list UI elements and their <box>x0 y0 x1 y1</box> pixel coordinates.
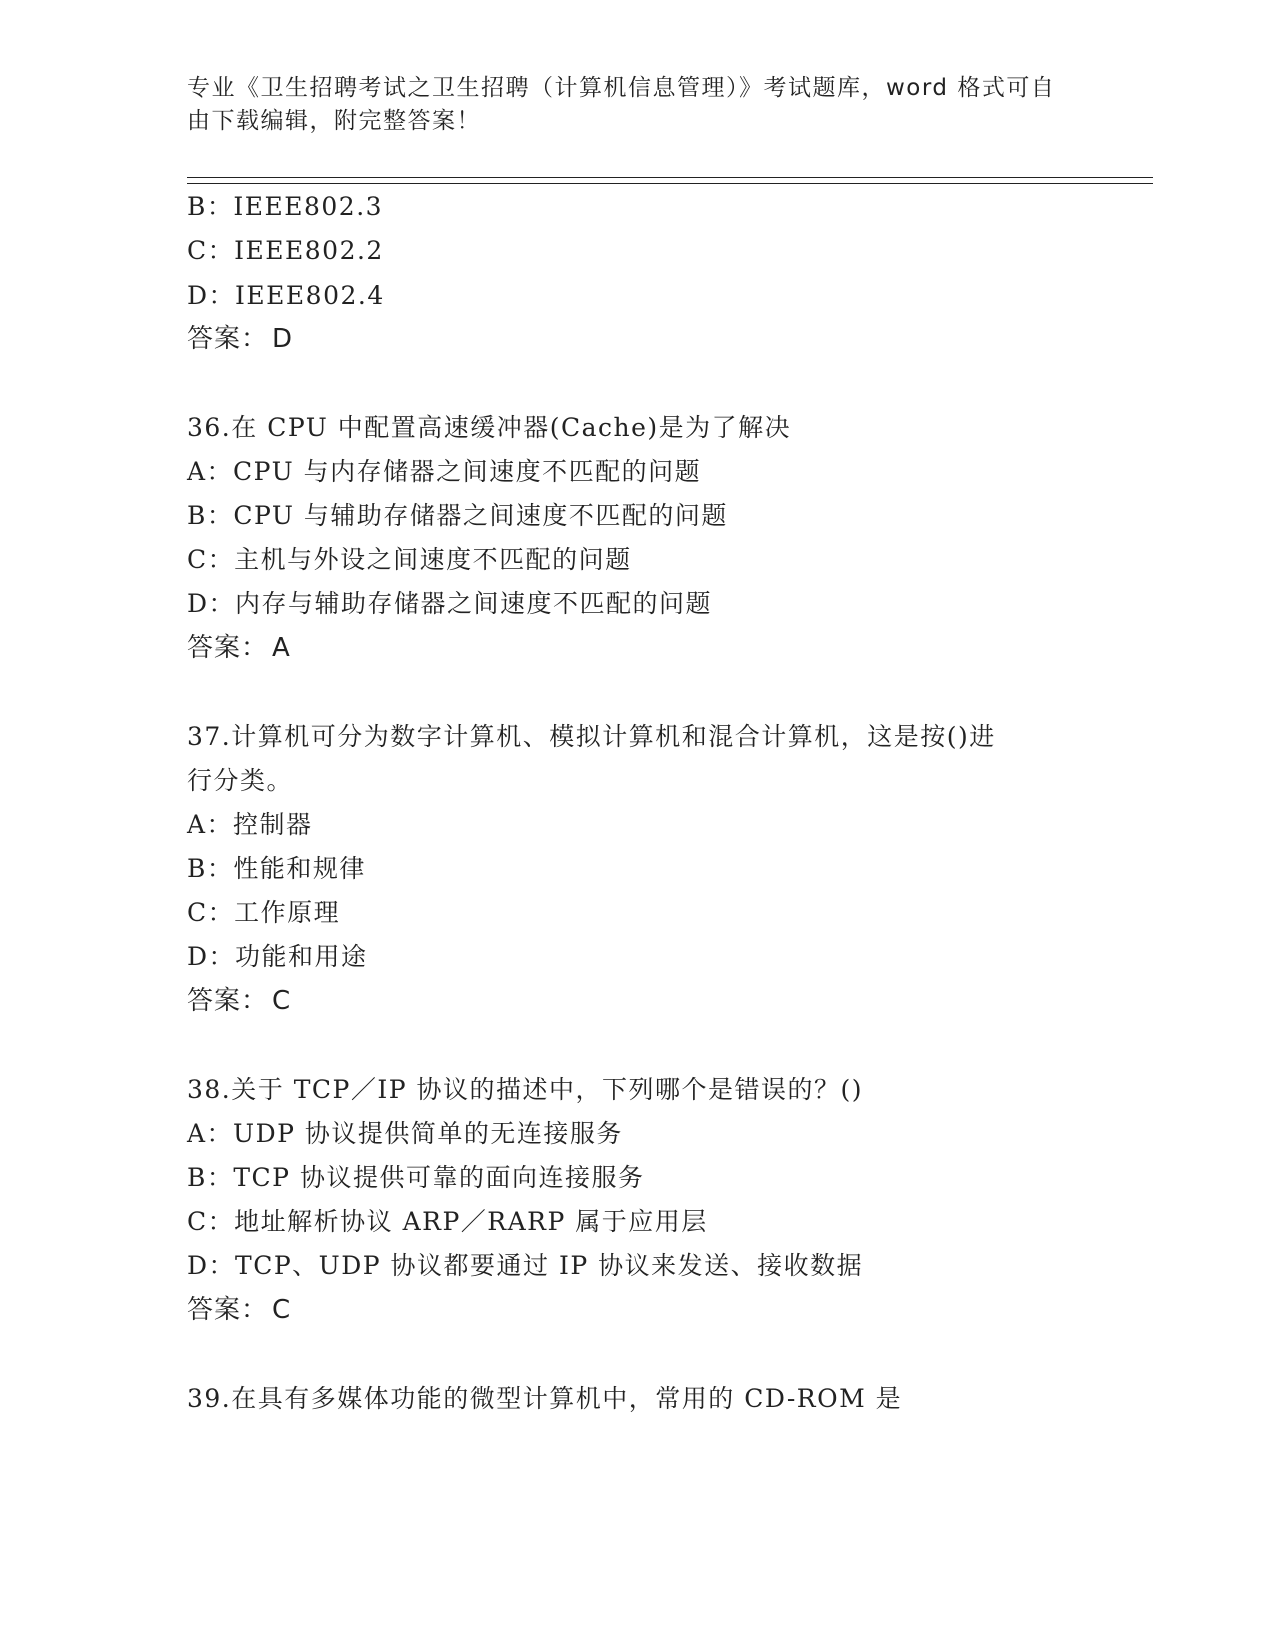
answer-label: 答案： <box>187 324 269 354</box>
answer-value: C <box>272 1295 292 1325</box>
q37-option-b: B：性能和规律 <box>187 854 366 883</box>
document-header <box>187 72 1067 138</box>
q37-option-d: D：功能和用途 <box>187 942 368 971</box>
header-divider-bottom <box>187 183 1153 184</box>
q36-option-b: B：CPU 与辅助存储器之间速度不匹配的问题 <box>187 501 728 530</box>
header-line-1: 专业《卫生招聘考试之卫生招聘（计算机信息管理）》考试题库，word 格式可自 <box>187 75 1056 101</box>
answer-value: D <box>272 324 294 354</box>
q36-answer <box>187 631 291 665</box>
q36-option-a: A：CPU 与内存储器之间速度不匹配的问题 <box>187 457 702 486</box>
prev-answer <box>187 322 293 356</box>
answer-label: 答案： <box>187 633 269 663</box>
q36-stem: 36.在 CPU 中配置高速缓冲器(Cache)是为了解决 <box>187 413 792 442</box>
answer-value: C <box>272 986 292 1016</box>
q36-option-c: C：主机与外设之间速度不匹配的问题 <box>187 545 632 574</box>
q36-option-d: D：内存与辅助存储器之间速度不匹配的问题 <box>187 589 713 618</box>
q38-option-d: D：TCP、UDP 协议都要通过 IP 协议来发送、接收数据 <box>187 1251 864 1280</box>
prev-option-d: D：IEEE802.4 <box>187 281 385 310</box>
q37-option-a: A：控制器 <box>187 810 313 839</box>
q38-answer <box>187 1293 291 1327</box>
q37-stem-line-1: 37.计算机可分为数字计算机、模拟计算机和混合计算机，这是按()进 <box>187 722 996 751</box>
q37-answer <box>187 984 291 1018</box>
prev-option-b: B：IEEE802.3 <box>187 192 384 221</box>
prev-option-c: C：IEEE802.2 <box>187 236 384 265</box>
header-line-2: 由下载编辑，附完整答案！ <box>187 108 481 134</box>
q37-option-c: C：工作原理 <box>187 898 341 927</box>
q39-stem: 39.在具有多媒体功能的微型计算机中，常用的 CD-ROM 是 <box>187 1384 903 1413</box>
q38-option-a: A：UDP 协议提供简单的无连接服务 <box>187 1119 623 1148</box>
q38-option-c: C：地址解析协议 ARP／RARP 属于应用层 <box>187 1207 708 1236</box>
q37-stem-line-2: 行分类。 <box>187 766 294 795</box>
header-divider-top <box>187 177 1153 178</box>
q38-option-b: B：TCP 协议提供可靠的面向连接服务 <box>187 1163 645 1192</box>
answer-label: 答案： <box>187 1295 269 1325</box>
answer-value: A <box>272 633 291 663</box>
answer-label: 答案： <box>187 986 269 1016</box>
q38-stem: 38.关于 TCP／IP 协议的描述中，下列哪个是错误的？() <box>187 1075 863 1104</box>
